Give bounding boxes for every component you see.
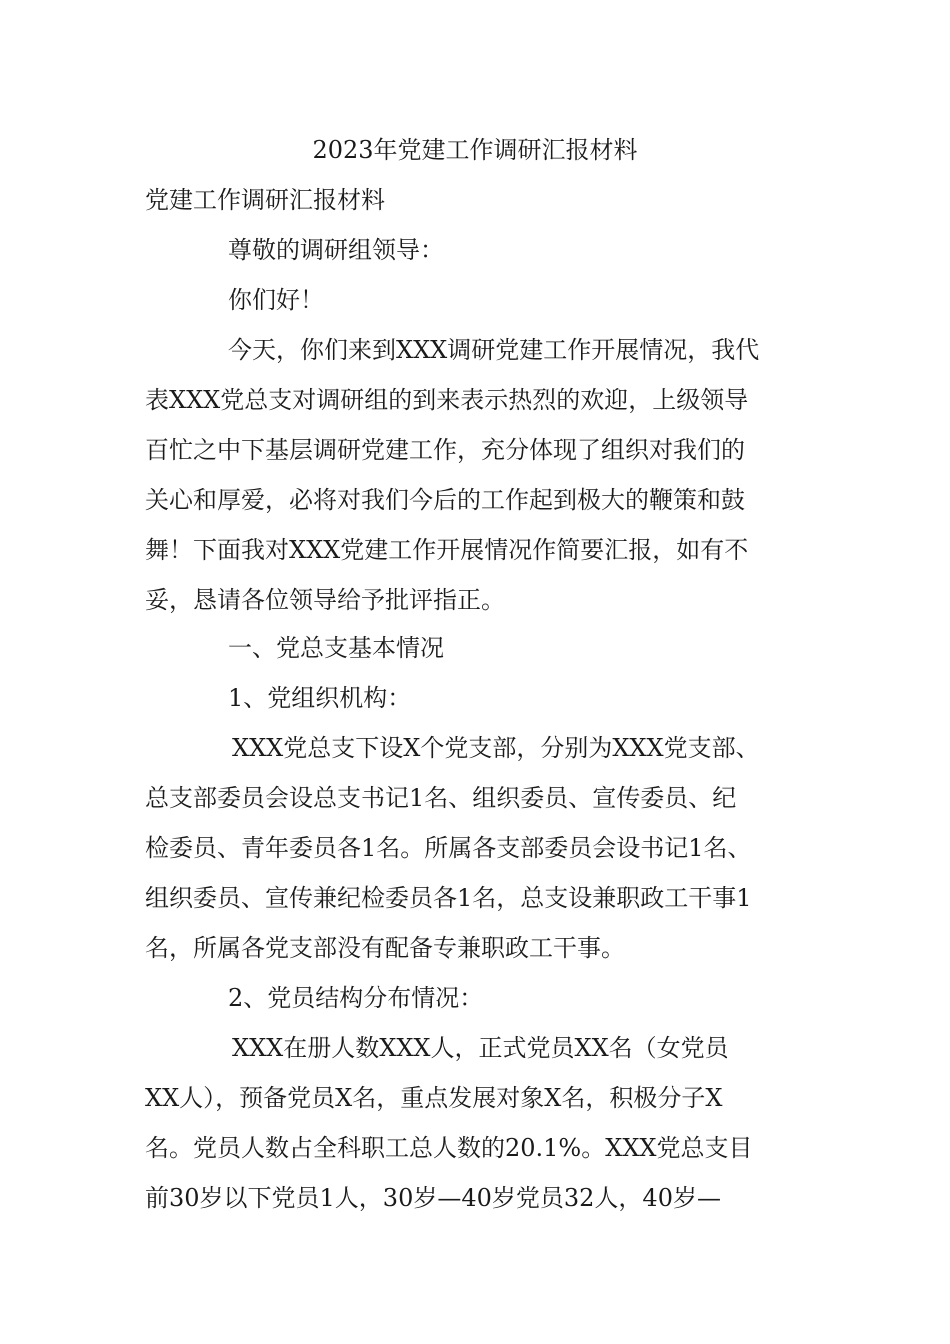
paragraph-line: 表XXX党总支对调研组的到来表示热烈的欢迎，上级领导 [145, 386, 749, 414]
paragraph-line: 舞！下面我对XXX党建工作开展情况作简要汇报，如有不 [145, 536, 749, 564]
paragraph-line: 组织委员、宣传兼纪检委员各1名，总支设兼职政工干事1 [145, 884, 752, 912]
greeting: 你们好！ [228, 286, 324, 314]
paragraph-line: 前30岁以下党员1人，30岁—40岁党员32人，40岁— [145, 1184, 721, 1212]
paragraph-line: 关心和厚爱，必将对我们今后的工作起到极大的鞭策和鼓 [145, 486, 745, 514]
paragraph-line: 妥，恳请各位领导给予批评指正。 [145, 586, 505, 614]
paragraph-line: XXX党总支下设X个党支部，分别为XXX党支部、 [232, 734, 760, 762]
paragraph-line: 检委员、青年委员各1名。所属各支部委员会设书记1名、 [145, 834, 752, 862]
subtitle: 党建工作调研汇报材料 [145, 186, 385, 214]
paragraph-line: 名，所属各党支部没有配备专兼职政工干事。 [145, 934, 625, 962]
document-title: 2023年党建工作调研汇报材料 [312, 136, 638, 164]
paragraph-line: 名。党员人数占全科职工总人数的20.1%。XXX党总支目 [145, 1134, 753, 1162]
section-heading: 一、党总支基本情况 [228, 634, 444, 662]
subsection-heading: 1、党组织机构： [228, 684, 412, 712]
salutation: 尊敬的调研组领导： [228, 236, 444, 264]
paragraph-line: 总支部委员会设总支书记1名、组织委员、宣传委员、纪 [145, 784, 737, 812]
paragraph-line: XXX在册人数XXX人，正式党员XX名（女党员 [232, 1034, 729, 1062]
paragraph-line: 百忙之中下基层调研党建工作，充分体现了组织对我们的 [145, 436, 745, 464]
paragraph-line: XX人），预备党员X名，重点发展对象X名，积极分子X [145, 1084, 723, 1112]
paragraph-line: 今天，你们来到XXX调研党建工作开展情况，我代 [228, 336, 760, 364]
subsection-heading: 2、党员结构分布情况： [228, 984, 484, 1012]
